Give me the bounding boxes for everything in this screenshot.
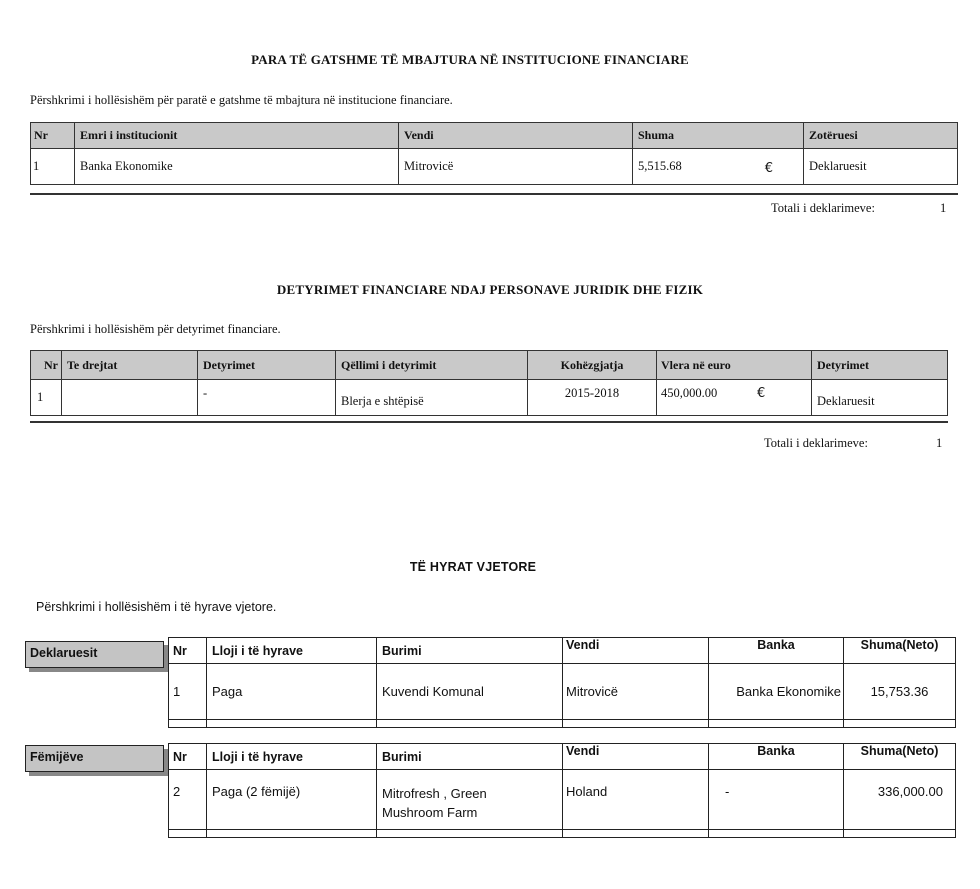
cell-lloji: Paga [207,664,377,720]
cell-vendi: Mitrovicë [399,149,633,185]
burimi-line1: Mitrofresh , Green [382,786,487,801]
section3-description: Përshkrimi i hollësishëm i të hyrave vjetore. [36,600,277,614]
cell-nr: 1 [169,664,207,720]
col-zoteruesi: Zotëruesi [804,123,958,149]
vlera-value: 450,000.00 [661,386,718,400]
cell-burimi: Kuvendi Komunal [377,664,563,720]
group-label-deklaruesit: Deklaruesit [25,641,164,668]
divider [30,421,948,423]
section2-totali-label: Totali i deklarimeve: [764,436,868,450]
income-table-femijeve [168,743,956,838]
col-qellimi: Qëllimi i detyrimit [336,351,528,380]
section1-title: PARA TË GATSHME TË MBAJTURA NË INSTITUCIONE FINANCIARE [251,52,689,67]
col-burimi: Burimi [377,744,563,770]
cell-vendi: Mitrovicë [563,664,709,720]
section1-totali-label: Totali i deklarimeve: [771,201,875,215]
divider [30,193,958,195]
group-label-femijeve: Fëmijëve [25,745,164,772]
cell-te-drejtat [62,380,198,416]
burimi-line2: Mushroom Farm [382,805,478,820]
cell-shuma [633,149,804,185]
cell-nr: 1 [31,380,62,416]
section2-description: Përshkrimi i hollësishëm për detyrimet financiare. [30,322,281,336]
cell-shuma: 336,000.00 [844,770,956,830]
col-banka: Banka [709,744,844,770]
section1-description: Përshkrimi i hollësishëm për paratë e gatshme të mbajtura në institucione financiare. [30,93,453,107]
col-detyrimet2: Detyrimet [812,351,948,380]
col-institucioni: Emri i institucionit [75,123,399,149]
cell-vlera [657,380,812,416]
shuma-value: 5,515.68 [638,159,682,173]
col-vlera: Vlera në euro [657,351,812,380]
col-vendi: Vendi [563,744,709,770]
cell-kohezgjatja: 2015-2018 [528,380,657,416]
cell-burimi [377,770,563,830]
col-lloji: Lloji i të hyrave [207,744,377,770]
euro-sign: € [764,161,773,176]
cell-nr: 2 [169,770,207,830]
cell-detyrimet2: Deklaruesit [812,380,948,416]
col-banka: Banka [709,638,844,664]
col-shuma: Shuma(Neto) [844,638,956,664]
cell-qellimi: Blerja e shtëpisë [336,380,528,416]
cell-institucioni: Banka Ekonomike [75,149,399,185]
cell-shuma: 15,753.36 [844,664,956,720]
cell-banka: - [709,770,844,830]
col-vendi: Vendi [399,123,633,149]
col-nr: Nr [31,123,75,149]
liabilities-table [30,350,948,416]
col-nr: Nr [169,638,207,664]
cell-detyrimet: - [198,380,336,416]
col-detyrimet: Detyrimet [198,351,336,380]
col-burimi: Burimi [377,638,563,664]
cell-banka: Banka Ekonomike [709,664,844,720]
cell-vendi: Holand [563,770,709,830]
cell-zoteruesi: Deklaruesit [804,149,958,185]
col-kohezgjatja: Kohëzgjatja [528,351,657,380]
section2-title: DETYRIMET FINANCIARE NDAJ PERSONAVE JURIDIK DHE FIZIK [276,282,704,297]
col-shuma: Shuma(Neto) [844,744,956,770]
table-row [169,770,956,830]
cell-nr: 1 [31,149,75,185]
cash-table [30,122,958,185]
table-row [169,664,956,720]
section2-totali-value: 1 [936,436,943,450]
section3-title: TË HYRAT VJETORE [409,560,537,574]
euro-sign: € [757,386,766,401]
col-nr: Nr [31,351,62,380]
section1-totali-value: 1 [940,201,947,215]
col-shuma: Shuma [633,123,804,149]
table-row [31,149,958,185]
table-row [31,380,948,416]
col-vendi: Vendi [563,638,709,664]
income-table-deklaruesit [168,637,956,728]
cell-lloji: Paga (2 fëmijë) [207,770,377,830]
col-te-drejtat: Te drejtat [62,351,198,380]
col-lloji: Lloji i të hyrave [207,638,377,664]
col-nr: Nr [169,744,207,770]
